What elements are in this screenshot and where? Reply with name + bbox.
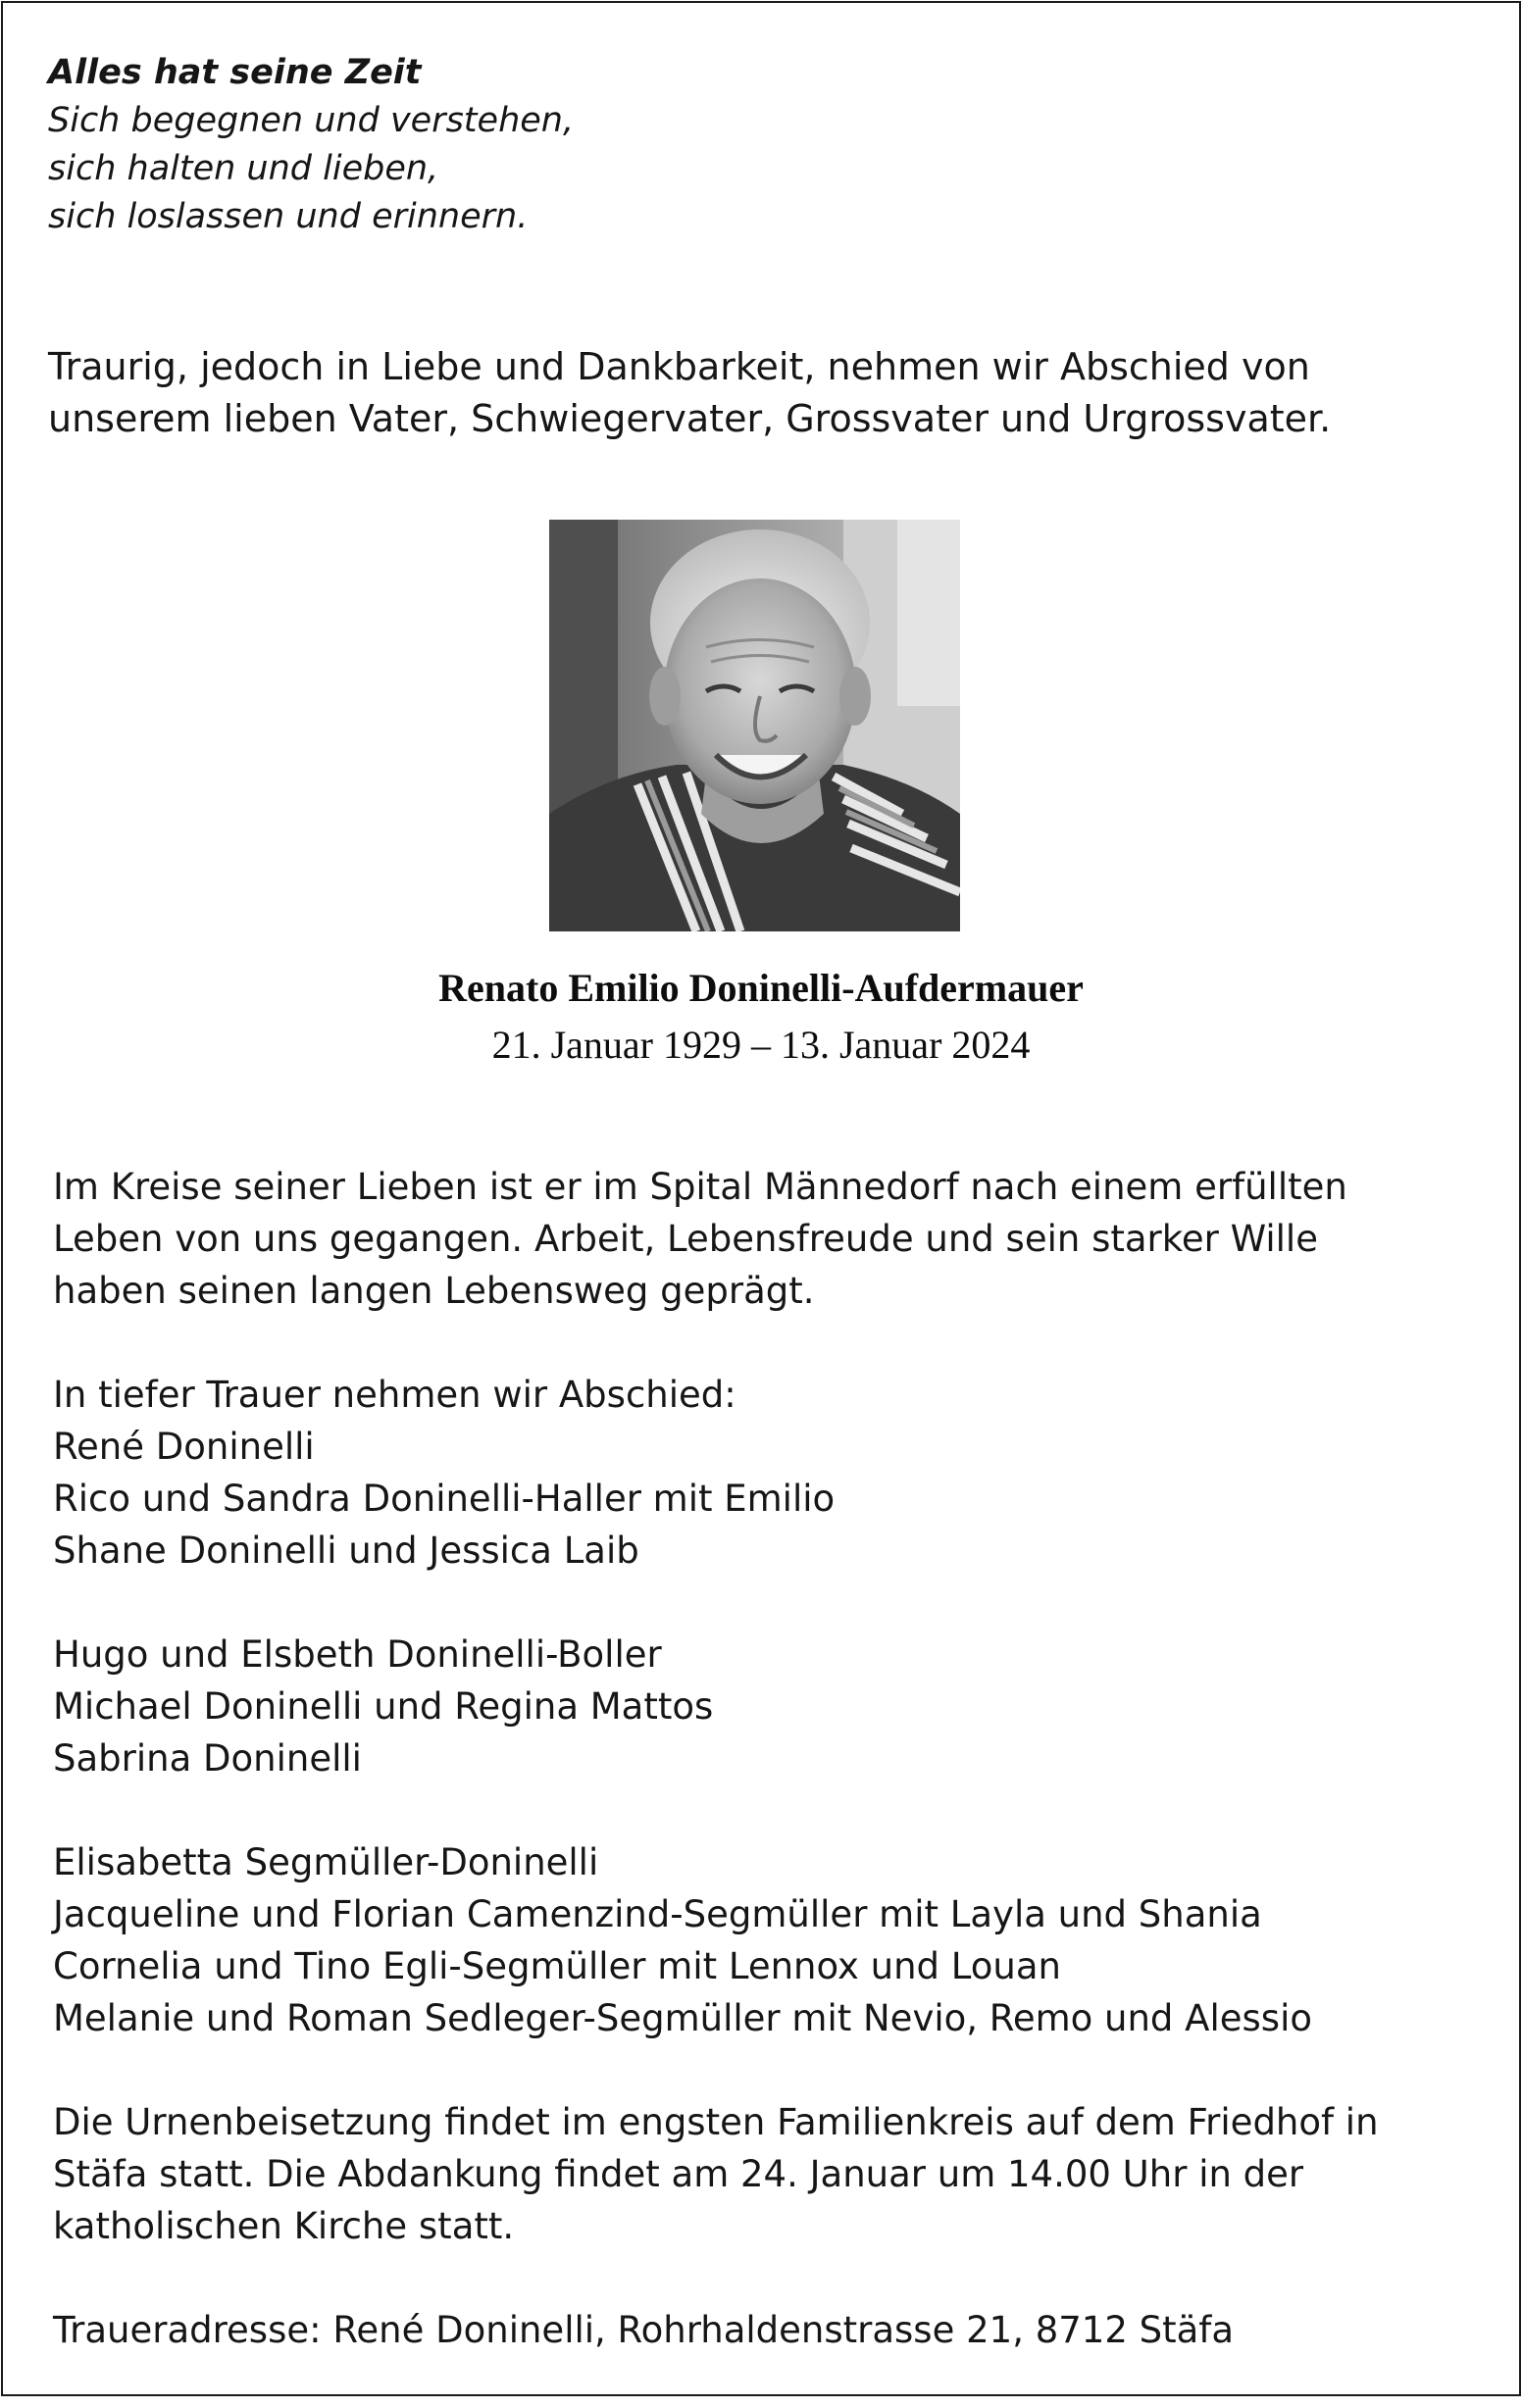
poem-line: sich loslassen und erinnern. bbox=[48, 197, 529, 236]
poem-line: Sich begegnen und verstehen, bbox=[48, 101, 575, 140]
notice-body bbox=[53, 1161, 1485, 2408]
ceremony-line: katholischen Kirche statt. bbox=[53, 2205, 515, 2247]
mourner-entry: Sabrina Doninelli bbox=[53, 1737, 362, 1780]
mourners-group bbox=[53, 1369, 1485, 1577]
mourners-intro: In tiefer Trauer nehmen wir Abschied: bbox=[53, 1374, 736, 1416]
mourner-entry: Rico und Sandra Doninelli-Haller mit Emilio bbox=[53, 1478, 836, 1520]
message-line: Im Kreise seiner Lieben ist er im Spital Männedorf nach einem erfüllten bbox=[53, 1166, 1347, 1208]
poem-title: Alles hat seine Zeit bbox=[48, 53, 422, 92]
mourning-address: Traueradresse: René Doninelli, Rohrhaldenstrasse 21, 8712 Stäfa bbox=[53, 2309, 1234, 2351]
deceased-name: Renato Emilio Doninelli-Aufdermauer bbox=[438, 966, 1084, 1010]
intro-line: unserem lieben Vater, Schwiegervater, Grossvater und Urgrossvater. bbox=[48, 397, 1332, 440]
mourner-entry: Jacqueline und Florian Camenzind-Segmüller mit Layla und Shania bbox=[53, 1893, 1262, 1935]
mourner-entry: Hugo und Elsbeth Doninelli-Boller bbox=[53, 1633, 662, 1676]
life-dates: 21. Januar 1929 – 13. Januar 2024 bbox=[491, 1023, 1031, 1067]
ceremony-line: Stäfa statt. Die Abdankung findet am 24. Januar um 14.00 Uhr in der bbox=[53, 2153, 1304, 2195]
address-paragraph bbox=[53, 2304, 1485, 2356]
ceremony-paragraph bbox=[53, 2096, 1485, 2252]
poem bbox=[48, 49, 574, 241]
mourner-entry: Cornelia und Tino Egli-Segmüller mit Lennox und Louan bbox=[53, 1945, 1061, 1987]
message-paragraph bbox=[53, 1161, 1485, 1317]
message-line: haben seinen langen Lebensweg geprägt. bbox=[53, 1270, 815, 1312]
intro-line: Traurig, jedoch in Liebe und Dankbarkeit, nehmen wir Abschied von bbox=[48, 345, 1310, 388]
mourner-entry: Elisabetta Segmüller-Doninelli bbox=[53, 1841, 599, 1883]
mourner-entry: Melanie und Roman Sedleger-Segmüller mit Nevio, Remo und Alessio bbox=[53, 1997, 1312, 2039]
message-line: Leben von uns gegangen. Arbeit, Lebensfreude und sein starker Wille bbox=[53, 1218, 1318, 1260]
mourner-entry: Michael Doninelli und Regina Mattos bbox=[53, 1685, 714, 1728]
mourners-group bbox=[53, 1836, 1485, 2044]
poem-line: sich halten und lieben, bbox=[48, 149, 439, 188]
intro-text bbox=[48, 341, 1480, 445]
mourners-group bbox=[53, 1629, 1485, 1784]
portrait-photo bbox=[549, 520, 960, 931]
ceremony-line: Die Urnenbeisetzung findet im engsten Familienkreis auf dem Friedhof in bbox=[53, 2101, 1379, 2143]
mourner-entry: Shane Doninelli und Jessica Laib bbox=[53, 1530, 639, 1572]
mourner-entry: René Doninelli bbox=[53, 1426, 315, 1468]
